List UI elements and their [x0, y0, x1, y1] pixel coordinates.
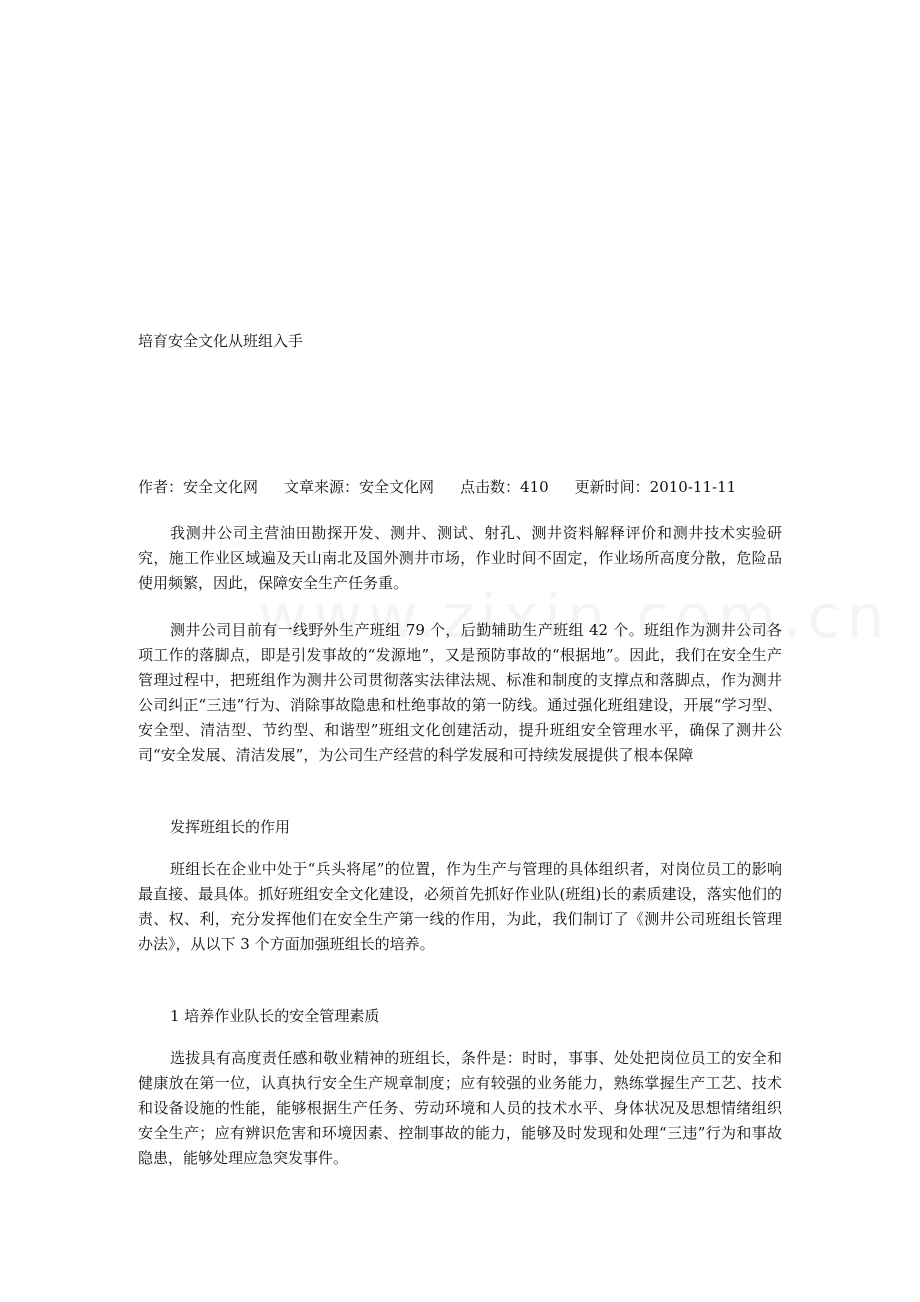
paragraph-intro: 我测井公司主营油田勘探开发、测井、测试、射孔、测井资料解释评价和测井技术实验研究，施工作业区域遍及天山南北及国外测井市场，作业时间不固定，作业场所高度分散，危险品使用频繁，因此，保障安全生产任务重。 [138, 524, 782, 592]
meta-updated: 更新时间：2010-11-11 [574, 478, 737, 496]
document-title: 培育安全文化从班组入手 [138, 332, 304, 350]
article-meta [138, 476, 736, 498]
subsection-heading: 1 培养作业队长的安全管理素质 [170, 1007, 380, 1025]
meta-source: 文章来源：安全文化网 [284, 478, 435, 496]
paragraph-selection: 选拔具有高度责任感和敬业精神的班组长，条件是：时时，事事、处处把岗位员工的安全和健康放在第一位，认真执行安全生产规章制度；应有较强的业务能力，熟练掌握生产工艺、技术和设备设施的性能，能够根据生产任务、劳动环境和人员的技术水平、身体状况及思想情绪组织安全生产；应有辨识危害和环境因素、控制事故的能力，能够及时发现和处理“三违”行为和事故隐患，能够处理应急突发事件。 [138, 1049, 782, 1167]
meta-clicks: 点击数：410 [460, 478, 549, 496]
meta-author: 作者：安全文化网 [138, 478, 259, 496]
section-heading: 发挥班组长的作用 [170, 818, 291, 836]
paragraph-teams: 测井公司目前有一线野外生产班组 79 个，后勤辅助生产班组 42 个。班组作为测井公司各项工作的落脚点，即是引发事故的“发源地”，又是预防事故的“根据地”。因此，我们在安全生产管理过程中，把班组作为测井公司贯彻落实法律法规、标准和制度的支撑点和落脚点，作为测井公司纠正“三违”行为、消除事故隐患和杜绝事故的第一防线。通过强化班组建设，开展“学习型、安全型、清洁型、节约型、和谐型”班组文化创建活动，提升班组安全管理水平，确保了测井公司“安全发展、清洁发展”，为公司生产经营的科学发展和可持续发展提供了根本保障 [138, 621, 782, 764]
paragraph-team-leaders: 班组长在企业中处于“兵头将尾”的位置，作为生产与管理的具体组织者，对岗位员工的影响最直接、最具体。抓好班组安全文化建设，必须首先抓好作业队(班组)长的素质建设，落实他们的责、权、利，充分发挥他们在安全生产第一线的作用，为此，我们制订了《测井公司班组长管理办法》，从以下 3 个方面加强班组长的培养。 [138, 860, 782, 953]
